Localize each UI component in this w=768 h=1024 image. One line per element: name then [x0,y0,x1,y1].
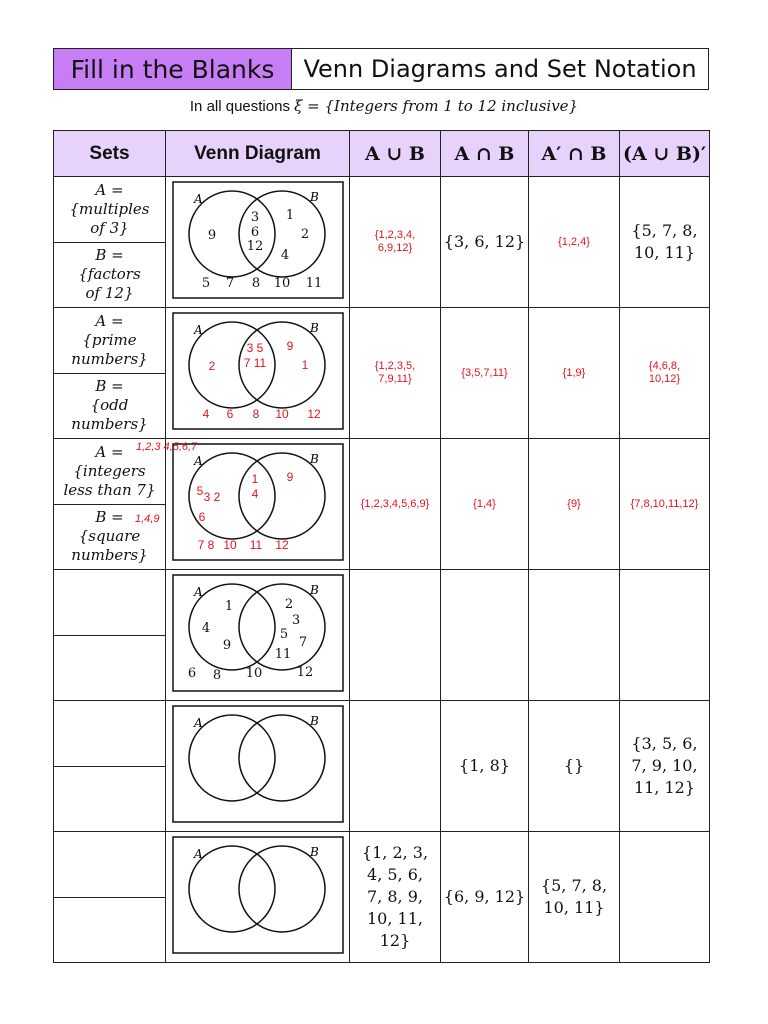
union-answer-cell-value: {1,2,3,4,5,6,9} [360,497,430,510]
a-complement-intersect-b-answer-cell-value: {9} [567,497,581,510]
venn-element-b-only: 7 [298,635,307,650]
union-complement-answer-cell-value: {5, 7, 8, 10, 11} [631,221,698,262]
set-a-definition-cell[interactable] [54,439,198,505]
venn-element-both: 3 5 [246,341,263,355]
venn-element-a-only: 9 [222,638,231,653]
venn-element-outside: 8 [212,668,221,683]
venn-diagram-cell [166,439,350,570]
a-complement-intersect-b-answer-cell [529,177,620,308]
union-complement-answer-cell [620,177,710,308]
table-row [54,570,710,636]
venn-element-outside: 11 [305,276,322,291]
venn-element-both: 6 [250,225,259,240]
table-row [54,439,710,505]
venn-element-b-only: 4 [280,248,289,263]
set-b-definition-cell[interactable] [54,635,166,701]
venn-element-a-only: 5 [196,484,203,498]
set-a-definition-cell[interactable] [54,308,166,374]
worksheet-table [53,130,710,963]
intersection-answer-cell-value: {6, 9, 12} [443,887,526,906]
intersection-answer-cell [441,177,529,308]
intersection-answer-cell-value: {3,5,7,11} [461,366,508,379]
set-b-definition-cell[interactable] [54,766,166,832]
instruction-prefix: In all questions [189,98,295,115]
union-answer-cell [350,570,441,701]
col-header-venn: Venn Diagram [166,131,350,177]
a-complement-intersect-b-answer-cell [529,832,620,963]
set-b-label: B [309,714,319,728]
set-b-definition-cell[interactable] [54,504,166,570]
set-b-definition-cell[interactable] [54,373,166,439]
set-a-definition-cell[interactable] [54,570,166,636]
venn-element-b-only: 2 [300,227,309,242]
set-a-label: A [193,323,203,337]
set-a-definition-cell[interactable] [54,832,166,898]
col-header-a-complement-intersect-b: A′ ∩ B [529,131,620,177]
union-answer-cell [350,439,441,570]
intersection-answer-cell [441,439,529,570]
venn-element-b-only: 1 [285,208,294,223]
venn-element-outside: 7 [225,276,234,291]
venn-element-outside: 8 [251,276,260,291]
a-complement-intersect-b-answer-cell-value: {} [563,756,585,775]
venn-element-outside: 10 [273,276,290,291]
union-answer-cell [350,701,441,832]
venn-element-outside: 7 8 [197,538,214,552]
set-b-definition-cell[interactable] [54,897,166,963]
col-header-intersection: A ∩ B [441,131,529,177]
intersection-answer-cell-value: {1, 8} [459,756,510,775]
a-complement-intersect-b-answer-cell-value: {5, 7, 8, 10, 11} [540,876,608,917]
venn-element-both: 1 [251,472,258,486]
union-complement-answer-cell-value: {3, 5, 6, 7, 9, 10, 11, 12} [631,734,698,797]
union-complement-answer-cell-value: {4,6,8, 10,12} [648,360,681,385]
set-a-definition: A = {multiples of 3} [69,180,150,237]
union-answer-cell-value: {1,2,3,4, 6,9,12} [374,229,416,254]
a-complement-intersect-b-answer-cell-value: {1,9} [562,366,586,379]
venn-element-a-only: 1 [224,599,233,614]
table-row [54,308,710,374]
intersection-answer-cell [441,570,529,701]
set-a-definition: A = {prime numbers} [71,311,148,368]
union-answer-cell [350,308,441,439]
venn-element-outside: 12 [296,665,313,680]
venn-diagram-cell [166,701,350,832]
table-row [54,701,710,767]
col-header-union: A ∪ B [350,131,441,177]
venn-diagram [172,181,344,299]
header-row [54,131,710,177]
venn-element-b-only: 3 [291,613,300,628]
venn-diagram-cell [166,177,350,308]
intersection-answer-cell [441,701,529,832]
venn-element-outside: 10 [245,666,262,681]
a-complement-intersect-b-answer-cell [529,439,620,570]
set-b-definition: B = {factors of 12} [78,246,141,303]
set-a-label: A [193,585,203,599]
union-complement-answer-cell [620,308,710,439]
venn-element-outside: 12 [306,407,321,421]
venn-element-outside: 6 [187,666,196,681]
venn-element-a-only: 2 [208,359,215,373]
set-b-label: B [309,321,319,335]
venn-element-b-only: 9 [286,339,293,353]
set-a-handwritten-note: 1,2,3 4,5,6,7 [136,441,198,453]
venn-diagram [172,836,344,954]
venn-diagram-cell [166,832,350,963]
venn-element-both: 3 [250,210,259,225]
venn-diagram [172,705,344,823]
title-bar [53,48,709,90]
worksheet-type-title: Fill in the Blanks [53,48,292,90]
set-b-label: B [309,452,319,466]
venn-element-b-only: 1 [301,358,308,372]
venn-element-b-only: 5 [279,627,288,642]
a-complement-intersect-b-answer-cell [529,701,620,832]
col-header-sets: Sets [54,131,166,177]
set-b-definition: B = {square numbers} [71,508,148,565]
set-a-label: A [193,716,203,730]
venn-diagram-cell [166,570,350,701]
venn-element-a-only: 9 [207,228,216,243]
set-b-handwritten-note: 1,4,9 [135,512,160,525]
venn-element-outside: 12 [274,538,289,552]
set-b-label: B [309,845,319,859]
set-a-label: A [193,192,203,206]
venn-element-outside: 10 [222,538,237,552]
set-b-definition: B = {odd numbers} [71,377,148,434]
union-answer-cell [350,177,441,308]
set-b-label: B [309,190,319,204]
venn-element-outside: 5 [201,276,210,291]
a-complement-intersect-b-answer-cell [529,308,620,439]
union-complement-answer-cell-value: {7,8,10,11,12} [630,497,699,510]
union-answer-cell [350,832,441,963]
union-answer-cell-value: {1, 2, 3, 4, 5, 6, 7, 8, 9, 10, 11, 12} [361,843,429,950]
venn-element-both: 7 11 [243,356,266,370]
venn-element-outside: 8 [252,407,259,421]
venn-element-a-only: 3 2 [203,490,220,504]
universal-set-definition: ξ = {Integers from 1 to 12 inclusive} [294,97,579,115]
venn-diagram [172,574,344,692]
set-a-definition-cell[interactable] [54,701,166,767]
union-complement-answer-cell [620,832,710,963]
set-a-label: A [193,454,203,468]
a-complement-intersect-b-answer-cell-value: {1,2,4} [558,235,590,248]
set-b-definition-cell[interactable] [54,242,166,308]
col-header-union-complement: (A ∪ B)′ [620,131,710,177]
venn-element-both: 12 [246,239,263,254]
table-row [54,177,710,243]
venn-element-b-only: 9 [286,470,293,484]
intersection-answer-cell [441,308,529,439]
venn-element-outside: 6 [226,407,233,421]
intersection-answer-cell-value: {3, 6, 12} [443,232,526,251]
venn-diagram-cell [166,308,350,439]
set-a-label: A [193,847,203,861]
venn-diagram [172,312,344,430]
intersection-answer-cell-value: {1,4} [473,497,496,510]
venn-element-outside: 11 [249,538,262,552]
venn-element-outside: 4 [202,407,209,421]
set-a-definition-cell[interactable] [54,177,166,243]
union-answer-cell-value: {1,2,3,5, 7,9,11} [374,360,416,385]
venn-element-b-only: 11 [274,647,291,662]
venn-element-both: 4 [251,487,258,501]
venn-element-a-only: 6 [198,510,205,524]
union-complement-answer-cell [620,439,710,570]
table-row [54,832,710,898]
union-complement-answer-cell [620,701,710,832]
venn-element-b-only: 2 [284,597,293,612]
set-a-definition: A = {integers less than 7} [63,442,156,499]
venn-diagram [172,443,344,561]
intersection-answer-cell [441,832,529,963]
venn-element-a-only: 4 [201,621,210,636]
set-b-label: B [309,583,319,597]
universal-set-instruction [0,97,768,115]
worksheet-topic-title: Venn Diagrams and Set Notation [292,48,709,90]
union-complement-answer-cell [620,570,710,701]
a-complement-intersect-b-answer-cell [529,570,620,701]
venn-element-outside: 10 [274,407,289,421]
